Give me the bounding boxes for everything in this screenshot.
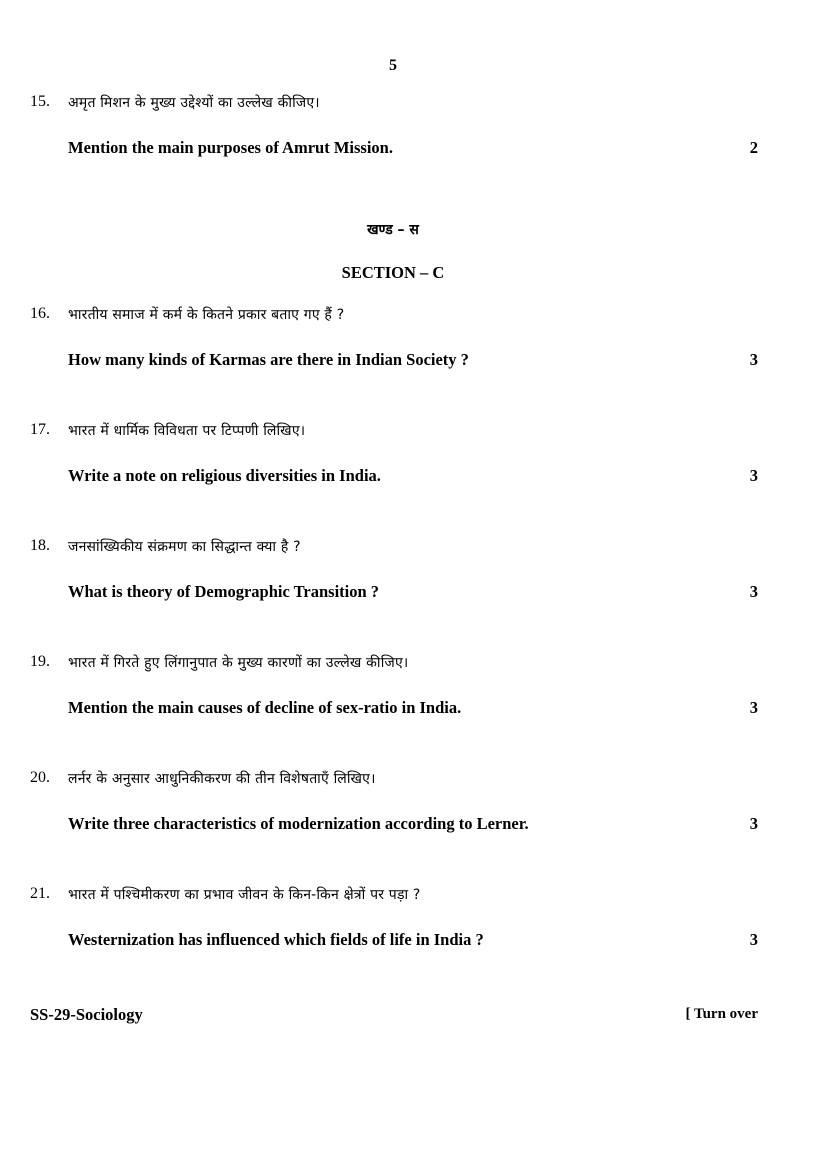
question-marks: 3 xyxy=(749,814,758,833)
question-text-hindi: भारत में धार्मिक विविधता पर टिप्पणी लिखिए। xyxy=(68,423,306,439)
question-marks: 3 xyxy=(749,930,758,949)
question-text-english: Mention the main purposes of Amrut Mission. xyxy=(68,138,393,157)
question-text-hindi: भारत में गिरते हुए लिंगानुपात के मुख्य कारणों का उल्लेख कीजिए। xyxy=(68,655,409,671)
question-number: 18. xyxy=(30,537,50,554)
question-marks: 3 xyxy=(749,698,758,717)
question-text-english: What is theory of Demographic Transition ? xyxy=(68,582,380,601)
question-marks: 3 xyxy=(749,350,758,369)
question-text-english: Write a note on religious diversities in India. xyxy=(68,466,381,485)
question-text-english: Westernization has influenced which fields of life in India ? xyxy=(68,930,484,949)
question-text-english: How many kinds of Karmas are there in Indian Society ? xyxy=(68,350,469,369)
question-text-hindi: लर्नर के अनुसार आधुनिकीकरण की तीन विशेषताएँ लिखिए। xyxy=(68,771,376,787)
question-number: 20. xyxy=(30,769,50,786)
question-number: 16. xyxy=(30,305,50,322)
question-text-hindi: अमृत मिशन के मुख्य उद्देश्यों का उल्लेख कीजिए। xyxy=(68,95,320,111)
question-number: 21. xyxy=(30,885,50,902)
question-marks: 2 xyxy=(749,138,758,157)
section-title-english: SECTION – C xyxy=(341,263,445,282)
question-text-hindi: जनसांख्यिकीय संक्रमण का सिद्धान्त क्या है ? xyxy=(68,539,301,555)
question-text-hindi: भारतीय समाज में कर्म के कितने प्रकार बताए गए हैं ? xyxy=(68,307,345,323)
question-text-english: Write three characteristics of modernization according to Lerner. xyxy=(68,814,529,833)
question-number: 15. xyxy=(30,93,50,110)
section-title-hindi: खण्ड – स xyxy=(367,222,419,238)
footer-paper-code: SS-29-Sociology xyxy=(30,1005,143,1024)
page-number: 5 xyxy=(389,57,397,74)
question-text-english: Mention the main causes of decline of sex-ratio in India. xyxy=(68,698,462,717)
question-number: 19. xyxy=(30,653,50,670)
question-text-hindi: भारत में पश्चिमीकरण का प्रभाव जीवन के किन-किन क्षेत्रों पर पड़ा ? xyxy=(68,887,421,903)
question-number: 17. xyxy=(30,421,50,438)
question-marks: 3 xyxy=(749,466,758,485)
question-marks: 3 xyxy=(749,582,758,601)
footer-turn-over: [ Turn over xyxy=(685,1006,758,1022)
